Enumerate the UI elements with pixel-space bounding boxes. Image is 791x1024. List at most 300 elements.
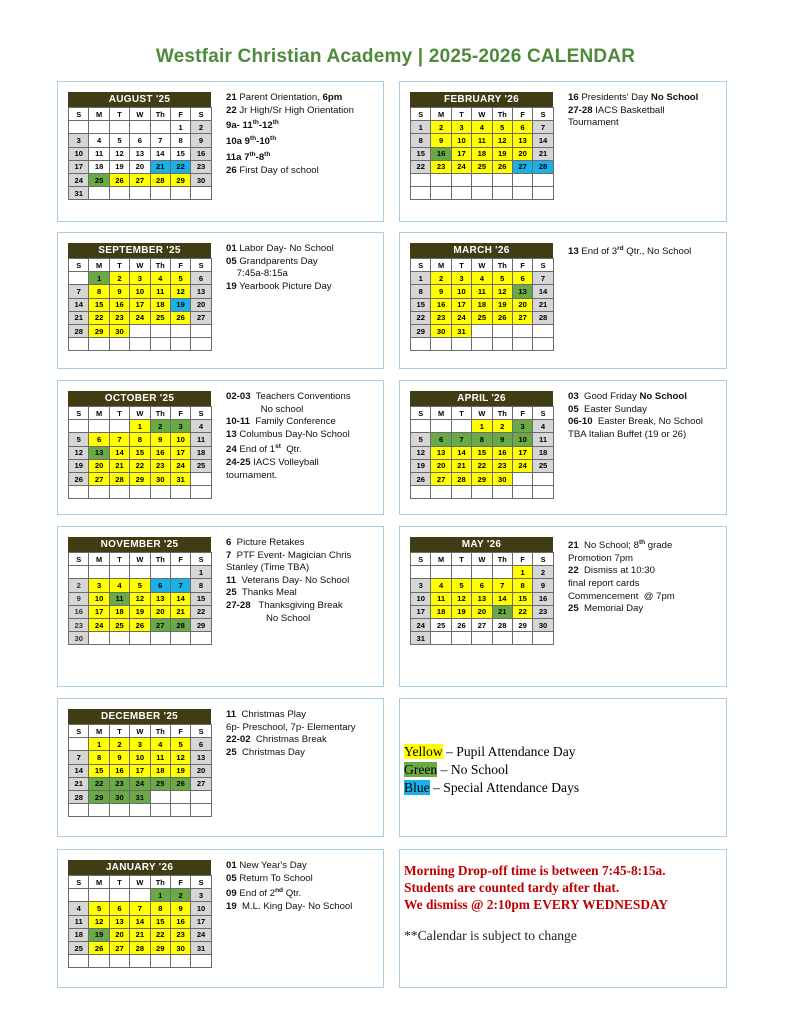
note-line [226, 105, 384, 118]
day-cell: 3 [451, 272, 471, 285]
empty-cell [191, 790, 211, 803]
day-cell: 20 [109, 928, 129, 941]
day-cell: 14 [150, 147, 170, 160]
empty-cell [191, 804, 211, 817]
day-cell: 1 [191, 566, 211, 579]
empty-cell [69, 338, 89, 351]
week-row [411, 134, 554, 147]
day-cell: 27 [109, 941, 129, 954]
note-text: Labor Day- No School [236, 243, 334, 254]
week-row [69, 928, 212, 941]
week-row [411, 285, 554, 298]
month-notes [226, 243, 384, 293]
note-text: Easter Break, No School [592, 416, 703, 428]
day-cell: 6 [472, 579, 492, 592]
empty-cell [431, 486, 451, 499]
day-cell: 13 [512, 285, 532, 298]
empty-cell [492, 486, 512, 499]
empty-cell [109, 338, 129, 351]
day-cell: 11 [89, 147, 109, 160]
day-cell: 10 [130, 751, 150, 764]
day-cell: 12 [130, 592, 150, 605]
empty-cell [89, 889, 109, 902]
empty-cell [431, 338, 451, 351]
note-text: IACS Basketball [592, 104, 665, 116]
day-cell: 14 [170, 592, 190, 605]
note-text: 10-11 [226, 416, 251, 428]
day-cell: 19 [69, 459, 89, 472]
day-cell: 28 [150, 173, 170, 186]
month-notes [226, 860, 384, 914]
day-cell: 17 [130, 298, 150, 311]
week-row [411, 187, 554, 200]
month-grid [410, 552, 554, 645]
week-row [411, 324, 554, 337]
week-row [69, 173, 212, 186]
day-cell: 24 [512, 459, 532, 472]
week-row [69, 592, 212, 605]
note-text: -12 [258, 120, 273, 132]
weekday-header: S [191, 259, 211, 272]
empty-cell [89, 955, 109, 968]
day-cell: 26 [89, 941, 109, 954]
day-cell: 14 [109, 446, 129, 459]
day-cell: 12 [170, 285, 190, 298]
weekday-header: F [170, 725, 190, 738]
empty-cell [89, 566, 109, 579]
month-panel-apr [399, 380, 727, 515]
day-cell: 26 [451, 618, 471, 631]
weekday-header: W [472, 259, 492, 272]
day-cell: 24 [411, 618, 431, 631]
weekday-header: Th [150, 259, 170, 272]
weekday-header: T [451, 553, 471, 566]
note-line [226, 441, 384, 457]
note-text: 19 [226, 280, 237, 292]
day-cell: 30 [492, 472, 512, 485]
empty-cell [170, 324, 190, 337]
weekday-header: F [512, 553, 532, 566]
page-title: Westfair Christian Academy | 2025-2026 CALENDAR [155, 46, 636, 67]
day-cell: 16 [191, 147, 211, 160]
empty-cell [130, 486, 150, 499]
note-text: Good Friday [578, 391, 640, 402]
empty-cell [69, 272, 89, 285]
empty-cell [472, 324, 492, 337]
day-cell: 21 [451, 459, 471, 472]
week-row [411, 446, 554, 459]
note-line [226, 243, 384, 256]
month-grid [68, 258, 212, 351]
empty-cell [191, 338, 211, 351]
day-cell: 4 [431, 579, 451, 592]
note-text: 7 [226, 549, 232, 561]
day-cell: 19 [130, 605, 150, 618]
month-notes [568, 391, 726, 441]
week-row [69, 324, 212, 337]
day-cell: 30 [431, 324, 451, 337]
month-panel-nov [57, 526, 384, 687]
week-row [69, 298, 212, 311]
weekday-header: W [130, 876, 150, 889]
month-panel-feb [399, 81, 727, 222]
note-text: 22 [568, 565, 579, 577]
empty-cell [69, 420, 89, 433]
day-cell: 11 [69, 915, 89, 928]
empty-cell [492, 632, 512, 645]
week-row [411, 459, 554, 472]
day-cell: 24 [191, 928, 211, 941]
weekday-header: F [512, 108, 532, 121]
day-cell: 26 [69, 472, 89, 485]
empty-cell [89, 486, 109, 499]
note-text: 05 [226, 872, 237, 884]
school-info [404, 862, 668, 944]
week-row [69, 285, 212, 298]
day-cell: 13 [130, 147, 150, 160]
weekday-header: T [451, 259, 471, 272]
day-cell: 7 [533, 121, 553, 134]
day-cell: 28 [533, 311, 553, 324]
weekday-header: S [69, 876, 89, 889]
legend-panel [399, 698, 727, 837]
week-row [69, 134, 212, 147]
day-cell: 2 [431, 121, 451, 134]
calendar-mar [410, 243, 553, 351]
empty-cell [533, 324, 553, 337]
note-text: Qtr. [283, 888, 302, 900]
month-notes [568, 243, 726, 259]
week-row [69, 459, 212, 472]
month-grid [410, 107, 554, 200]
empty-cell [170, 955, 190, 968]
day-cell: 4 [191, 420, 211, 433]
day-cell: 7 [130, 902, 150, 915]
week-row [69, 915, 212, 928]
weekday-header: M [431, 108, 451, 121]
empty-cell [170, 338, 190, 351]
day-cell: 15 [411, 298, 431, 311]
weekday-header: S [191, 407, 211, 420]
empty-cell [492, 566, 512, 579]
note-line [226, 404, 384, 417]
day-cell: 22 [472, 459, 492, 472]
note-text: 22-02 [226, 734, 251, 746]
weekday-header: T [109, 407, 129, 420]
day-cell: 26 [492, 160, 512, 173]
day-cell: 31 [191, 941, 211, 954]
weekday-header: F [170, 876, 190, 889]
empty-cell [191, 187, 211, 200]
week-row [411, 605, 554, 618]
day-cell: 31 [451, 324, 471, 337]
empty-cell [170, 790, 190, 803]
day-cell: 15 [130, 446, 150, 459]
week-row [69, 618, 212, 631]
day-cell: 14 [69, 764, 89, 777]
day-cell: 13 [150, 592, 170, 605]
month-panel-dec [57, 698, 384, 837]
day-cell: 24 [89, 618, 109, 631]
week-row [69, 902, 212, 915]
day-cell: 8 [170, 134, 190, 147]
day-cell: 7 [451, 433, 471, 446]
day-cell: 7 [170, 579, 190, 592]
day-cell: 31 [170, 472, 190, 485]
day-cell: 18 [89, 160, 109, 173]
day-cell: 10 [191, 902, 211, 915]
weekday-header: M [431, 407, 451, 420]
day-cell: 16 [492, 446, 512, 459]
day-cell: 12 [69, 446, 89, 459]
day-cell: 16 [431, 147, 451, 160]
note-text: 11 [226, 574, 237, 586]
day-cell: 5 [492, 121, 512, 134]
day-cell: 16 [109, 764, 129, 777]
note-text: 26 [226, 164, 237, 176]
day-cell: 20 [191, 298, 211, 311]
day-cell: 22 [130, 459, 150, 472]
note-text: 22 [226, 104, 237, 116]
month-panel-oct [57, 380, 384, 515]
week-row [69, 272, 212, 285]
day-cell: 8 [411, 134, 431, 147]
day-cell: 5 [492, 272, 512, 285]
note-text: 9a- 11 [226, 120, 253, 132]
day-cell: 28 [109, 472, 129, 485]
empty-cell [170, 486, 190, 499]
month-grid [410, 258, 554, 351]
day-cell: 22 [411, 311, 431, 324]
day-cell: 27 [512, 160, 532, 173]
week-row [69, 433, 212, 446]
empty-cell [431, 173, 451, 186]
calendar-aug [68, 92, 211, 200]
day-cell: 14 [492, 592, 512, 605]
empty-cell [130, 121, 150, 134]
note-text: -8 [255, 151, 265, 163]
day-cell: 4 [109, 579, 129, 592]
note-text: st [275, 443, 281, 451]
weekday-header: S [69, 259, 89, 272]
note-line [226, 149, 384, 165]
day-cell: 19 [170, 298, 190, 311]
note-text: th [252, 119, 259, 127]
empty-cell [89, 632, 109, 645]
weekday-header: F [512, 407, 532, 420]
empty-cell [492, 187, 512, 200]
day-cell: 21 [170, 605, 190, 618]
week-row [411, 433, 554, 446]
note-line [226, 722, 384, 735]
note-text: Tournament [568, 117, 619, 129]
week-row [69, 738, 212, 751]
day-cell: 27 [150, 618, 170, 631]
weekday-header: S [69, 725, 89, 738]
day-cell: 12 [170, 751, 190, 764]
empty-cell [451, 187, 471, 200]
note-line [568, 416, 726, 429]
day-cell: 20 [512, 147, 532, 160]
note-line [226, 860, 384, 873]
day-cell: 15 [89, 298, 109, 311]
week-row [69, 941, 212, 954]
day-cell: 8 [150, 902, 170, 915]
day-cell: 9 [191, 134, 211, 147]
day-cell: 29 [89, 790, 109, 803]
empty-cell [512, 324, 532, 337]
note-line [568, 117, 726, 130]
weekday-header: W [472, 553, 492, 566]
day-cell: 26 [170, 777, 190, 790]
note-text: 25 [226, 746, 237, 758]
note-text: Parent Orientation, [236, 92, 323, 103]
day-cell: 11 [109, 592, 129, 605]
day-cell: 19 [109, 160, 129, 173]
note-text: Thanksgiving Break [250, 599, 343, 611]
note-text: 10a 9 [226, 136, 251, 148]
week-row [411, 472, 554, 485]
day-cell: 18 [472, 298, 492, 311]
empty-cell [533, 486, 553, 499]
note-line [226, 416, 384, 429]
day-cell: 5 [130, 579, 150, 592]
day-cell: 18 [69, 928, 89, 941]
week-row [69, 605, 212, 618]
day-cell: 15 [170, 147, 190, 160]
empty-cell [411, 338, 431, 351]
day-cell: 1 [150, 889, 170, 902]
note-line [226, 537, 384, 550]
day-cell: 15 [150, 915, 170, 928]
day-cell: 11 [472, 285, 492, 298]
day-cell: 22 [191, 605, 211, 618]
day-cell: 6 [512, 121, 532, 134]
month-notes [226, 537, 384, 625]
day-cell: 25 [431, 618, 451, 631]
day-cell: 27 [431, 472, 451, 485]
note-text: End of 1 [236, 444, 276, 456]
day-cell: 13 [472, 592, 492, 605]
weekday-header: Th [492, 553, 512, 566]
day-cell: 20 [472, 605, 492, 618]
day-cell: 3 [411, 579, 431, 592]
empty-cell [411, 566, 431, 579]
note-text: Jr High/Sr High Orientation [236, 104, 354, 116]
day-cell: 9 [533, 579, 553, 592]
day-cell: 14 [130, 915, 150, 928]
note-text: Presidents' Day [578, 92, 651, 103]
week-row [69, 764, 212, 777]
day-cell: 11 [150, 751, 170, 764]
day-cell: 18 [191, 446, 211, 459]
note-line [226, 901, 384, 914]
day-cell: 27 [191, 777, 211, 790]
day-cell: 26 [109, 173, 129, 186]
note-text: 25 [226, 587, 237, 599]
note-text: No school [226, 403, 304, 415]
empty-cell [492, 173, 512, 186]
day-cell: 26 [130, 618, 150, 631]
empty-cell [492, 324, 512, 337]
month-header: JANUARY '26 [68, 860, 211, 875]
empty-cell [492, 338, 512, 351]
weekday-header: S [191, 108, 211, 121]
day-cell: 6 [512, 272, 532, 285]
weekday-header: T [109, 259, 129, 272]
day-cell: 4 [472, 121, 492, 134]
legend-green-text: – No School [437, 762, 509, 777]
week-row [69, 121, 212, 134]
weekday-header: S [411, 553, 431, 566]
wednesday-dismissal-notice: We dismiss @ 2:10pm EVERY WEDNESDAY [404, 897, 669, 913]
weekday-header: S [69, 407, 89, 420]
weekday-header: S [411, 108, 431, 121]
note-text: Stanley (Time TBA) [226, 562, 310, 574]
day-cell: 12 [411, 446, 431, 459]
empty-cell [533, 173, 553, 186]
day-cell: 30 [533, 618, 553, 631]
day-cell: 7 [150, 134, 170, 147]
note-line [568, 404, 726, 417]
day-cell: 2 [191, 121, 211, 134]
note-text: Christmas Day [236, 746, 305, 758]
day-cell: 31 [130, 790, 150, 803]
note-line [568, 429, 726, 442]
week-row [411, 121, 554, 134]
legend-blue [404, 779, 579, 797]
weekday-header: S [69, 108, 89, 121]
week-row [411, 486, 554, 499]
note-line [568, 565, 726, 578]
day-cell: 18 [150, 298, 170, 311]
weekday-header: Th [492, 108, 512, 121]
note-line [226, 133, 384, 149]
week-row [69, 446, 212, 459]
empty-cell [150, 566, 170, 579]
day-cell: 3 [69, 134, 89, 147]
note-text: rd [617, 245, 624, 252]
month-header: AUGUST '25 [68, 92, 211, 107]
day-cell: 19 [492, 298, 512, 311]
month-panel-mar [399, 232, 727, 369]
note-line [568, 537, 726, 553]
note-text: Return To School [236, 872, 313, 884]
calendar-sep [68, 243, 211, 351]
empty-cell [69, 566, 89, 579]
day-cell: 13 [191, 751, 211, 764]
weekday-header: Th [150, 725, 170, 738]
note-text: Dismiss at 10:30 [578, 565, 655, 577]
day-cell: 9 [109, 751, 129, 764]
calendar-feb [410, 92, 553, 200]
day-cell: 13 [512, 134, 532, 147]
weekday-header: T [109, 725, 129, 738]
day-cell: 18 [109, 605, 129, 618]
note-text: 11 [226, 709, 237, 720]
day-cell: 10 [69, 147, 89, 160]
day-cell: 17 [130, 764, 150, 777]
day-cell: 24 [451, 160, 471, 173]
day-cell: 24 [451, 311, 471, 324]
day-cell: 5 [109, 134, 129, 147]
day-cell: 24 [130, 777, 150, 790]
day-cell: 28 [69, 324, 89, 337]
empty-cell [512, 632, 532, 645]
note-text: 27-28 [226, 599, 251, 611]
day-cell: 28 [130, 941, 150, 954]
empty-cell [191, 955, 211, 968]
